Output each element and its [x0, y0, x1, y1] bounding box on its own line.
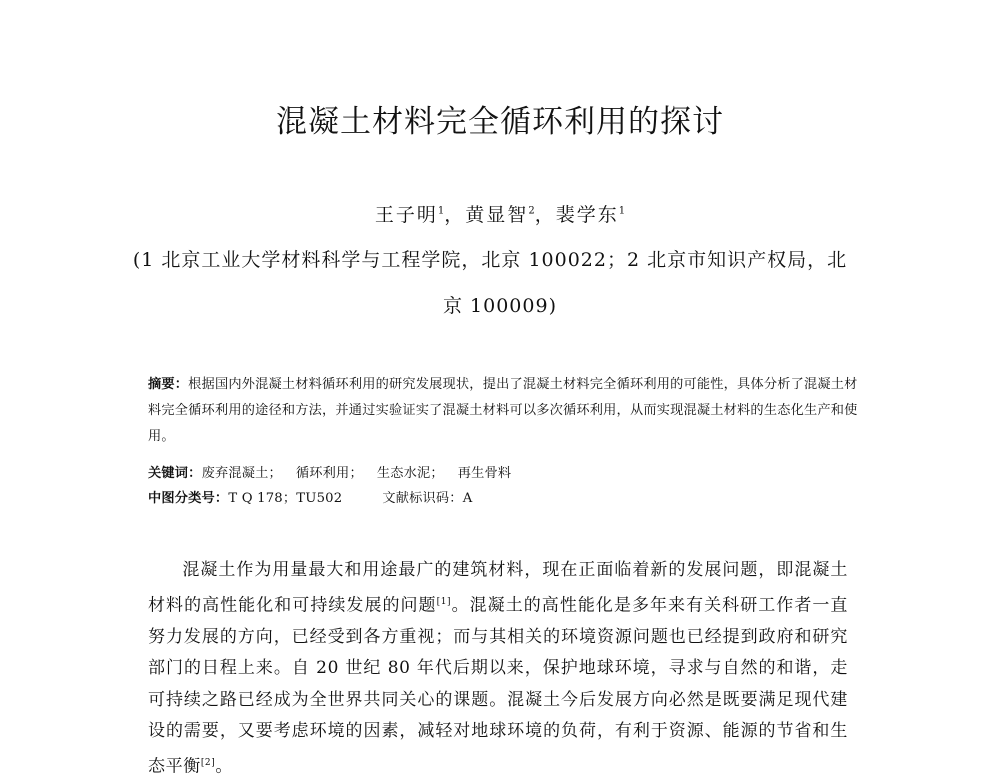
- author-name: 裴学东: [555, 204, 619, 226]
- keywords-label: 关键词：: [148, 466, 202, 481]
- classification-label: 中图分类号：: [148, 491, 229, 506]
- document-code-label: 文献标识码：: [382, 491, 463, 506]
- keywords: [148, 462, 525, 481]
- affiliation-line: 京 100009): [443, 295, 557, 317]
- author-separator: ，: [444, 204, 466, 226]
- body-text-part: 混凝土作为用量最大和用途最广的建筑材料，现在正面临着新的发展问题，即混凝土材料的高性能化和可持续发展的问题: [148, 560, 848, 616]
- author-affiliation-mark: 1: [618, 205, 626, 217]
- abstract-label: 摘要：: [148, 377, 189, 392]
- keyword: 废弃混凝土；: [201, 466, 282, 481]
- affiliation-line: (1 北京工业大学材料科学与工程学院，北京 100022；2 北京市知识产权局，北: [132, 249, 848, 271]
- author-list: [0, 200, 1000, 227]
- document-code: A: [462, 491, 473, 506]
- body-paragraph: [148, 555, 848, 783]
- author-affiliation-mark: 1: [437, 205, 445, 217]
- citation-ref: [1]: [436, 596, 452, 607]
- classification-line: [148, 487, 472, 506]
- body-text-part: 。: [215, 756, 233, 777]
- classification-value: T Q 178；TU502: [228, 491, 343, 506]
- author-affiliation-mark: 2: [528, 205, 535, 217]
- keyword: 生态水泥；: [376, 466, 444, 481]
- paper-title: 混凝土材料完全循环利用的探讨: [276, 104, 724, 140]
- author-name: 王子明: [374, 204, 438, 226]
- keyword: 循环利用；: [295, 466, 363, 481]
- citation-ref: [2]: [200, 757, 216, 768]
- body-text-part: 。混凝土的高性能化是多年来有关科研工作者一直努力发展的方向，已经受到各方重视；而与其相关的环境资源问题也已经提到政府和研究部门的日程上来。自 20 世纪 80 年代后期以来，保护地球环境，寻求与自然的和谐，走可持续之路已经成为全世界共同关心的课题。混凝土今后发展方向必然是既要满足现代建设的需要，又要考虑环境的因素，减轻对地球环境的负荷，有利于资源、能源的节省和生态平衡: [148, 595, 848, 777]
- keyword: 再生骨料: [457, 466, 512, 481]
- author-name: 黄显智: [465, 204, 529, 226]
- abstract-text: 根据国内外混凝土材料循环利用的研究发展现状，提出了混凝土材料完全循环利用的可能性，具体分析了混凝土材料完全循环利用的途径和方法，并通过实验证实了混凝土材料可以多次循环利用，从而实现混凝土材料的生态化生产和使用。: [148, 377, 858, 444]
- abstract: [148, 372, 858, 450]
- author-separator: ，: [534, 204, 556, 226]
